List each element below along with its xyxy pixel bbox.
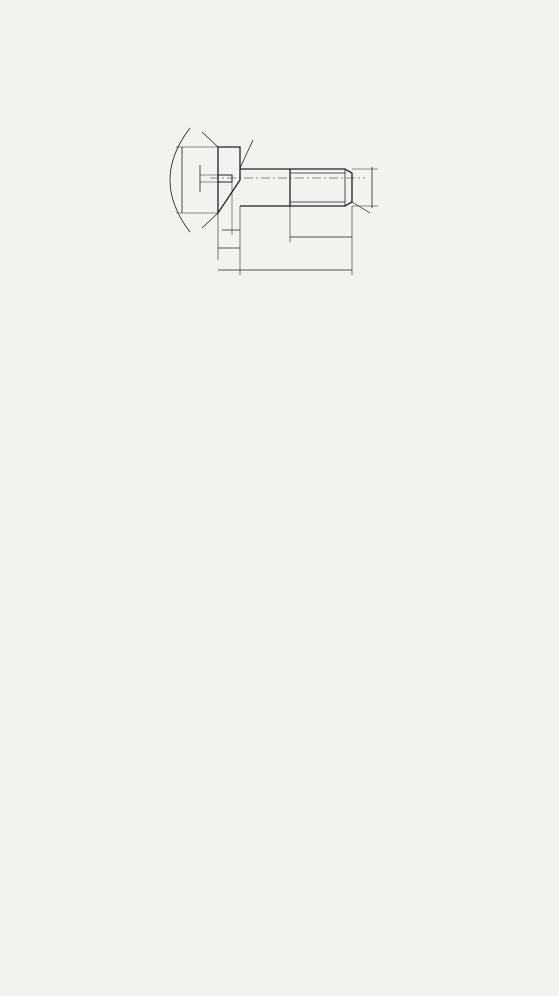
screw-drawing [130,110,430,285]
